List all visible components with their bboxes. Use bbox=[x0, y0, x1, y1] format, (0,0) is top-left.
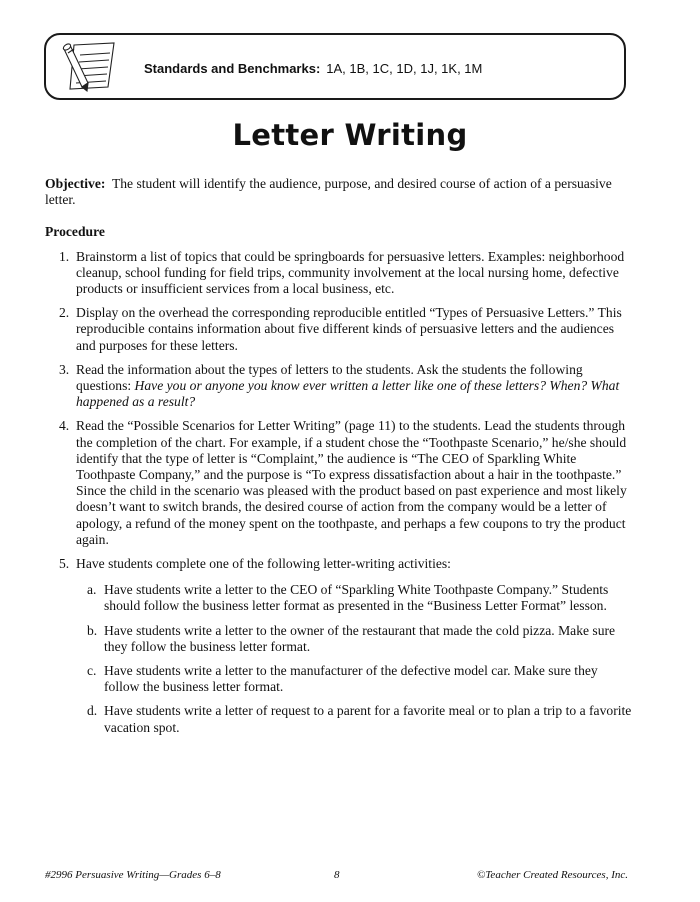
step-number: 1. bbox=[59, 248, 70, 264]
objective-label: Objective: bbox=[45, 176, 106, 191]
step-text: Brainstorm a list of topics that could be springboards for persuasive letters. Examples: neighborhood cleanup, school funding for field trips, community involvement at the local nursing home, defective products or insufficient services from a local business, etc. bbox=[76, 248, 625, 297]
activity-a bbox=[45, 582, 635, 614]
step-text: Read the information about the types of letters to the students. Ask the students the following questions: bbox=[76, 361, 583, 394]
document-body bbox=[45, 176, 635, 744]
activity-letter: b. bbox=[87, 622, 98, 638]
activity-list bbox=[45, 582, 635, 736]
procedure-step-2 bbox=[45, 305, 635, 354]
activity-letter: a. bbox=[87, 582, 97, 598]
step-number: 4. bbox=[59, 418, 70, 434]
page-title: Letter Writing bbox=[232, 118, 468, 152]
objective-text: The student will identify the audience, purpose, and desired course of action of a persuasive letter. bbox=[45, 176, 612, 208]
step-text: Display on the overhead the corresponding reproducible entitled “Types of Persuasive Letters.” This reproducible contains information about five different kinds of persuasive letters and the audiences and purposes for these letters. bbox=[76, 305, 622, 353]
pencil-paper-icon bbox=[58, 39, 120, 95]
standards-label: Standards and Benchmarks: bbox=[144, 61, 321, 76]
step-text: Have students complete one of the following letter-writing activities: bbox=[76, 556, 451, 572]
step-number: 3. bbox=[59, 361, 70, 377]
procedure-step-3 bbox=[45, 362, 635, 411]
activity-text: Have students write a letter to the owner of the restaurant that made the cold pizza. Make sure they follow the business letter format. bbox=[104, 622, 616, 654]
step-questions: Have you or anyone you know ever written a letter like one of these letters? When? What happened as a result? bbox=[76, 378, 620, 410]
activity-text: Have students write a letter to the CEO of “Sparkling White Toothpaste Company.” Students should follow the business letter format as presented in the “Business Letter Format” lesson. bbox=[104, 582, 609, 614]
step-number: 2. bbox=[59, 305, 70, 321]
footer-page-number: 8 bbox=[334, 869, 340, 881]
activity-letter: c. bbox=[87, 663, 97, 679]
step-number: 5. bbox=[59, 556, 70, 572]
procedure-step-5 bbox=[45, 556, 635, 572]
procedure-step-4 bbox=[45, 418, 635, 548]
footer-publisher: ©Teacher Created Resources, Inc. bbox=[476, 869, 628, 881]
activity-b bbox=[45, 623, 635, 655]
objective-paragraph bbox=[45, 176, 635, 208]
step-text: Read the “Possible Scenarios for Letter Writing” (page 11) to the students. Lead the students through the completion of the chart. For example, if a student chose the “Toothpaste Scenario,” he/she should identify that the type of letter is “Complaint,” the audience is “The CEO of Sparkling White Toothpaste Company,” and the purpose is “To express dissatisfaction about a hair in the toothpaste.” Since the child in the scenario was pleased with the product based on past experience and most likely doesn’t want to switch brands, the desired course of action from the company would be a letter of apology, a refund of the money spent on the toothpaste, and perhaps a few coupons to try the product again. bbox=[76, 418, 627, 547]
standards-codes: 1A, 1B, 1C, 1D, 1J, 1K, 1M bbox=[326, 61, 483, 76]
activity-text: Have students write a letter of request to a parent for a favorite meal or to plan a trip to a favorite vacation spot. bbox=[104, 703, 632, 735]
standards-text bbox=[144, 61, 482, 76]
standards-banner bbox=[44, 33, 626, 100]
activity-letter: d. bbox=[87, 703, 98, 719]
procedure-step-1 bbox=[45, 249, 635, 298]
footer-book-title: #2996 Persuasive Writing—Grades 6–8 bbox=[45, 869, 221, 881]
activity-c bbox=[45, 663, 635, 695]
activity-d bbox=[45, 703, 635, 735]
activity-text: Have students write a letter to the manufacturer of the defective model car. Make sure they follow the business letter format. bbox=[104, 663, 598, 695]
procedure-heading: Procedure bbox=[45, 224, 105, 240]
